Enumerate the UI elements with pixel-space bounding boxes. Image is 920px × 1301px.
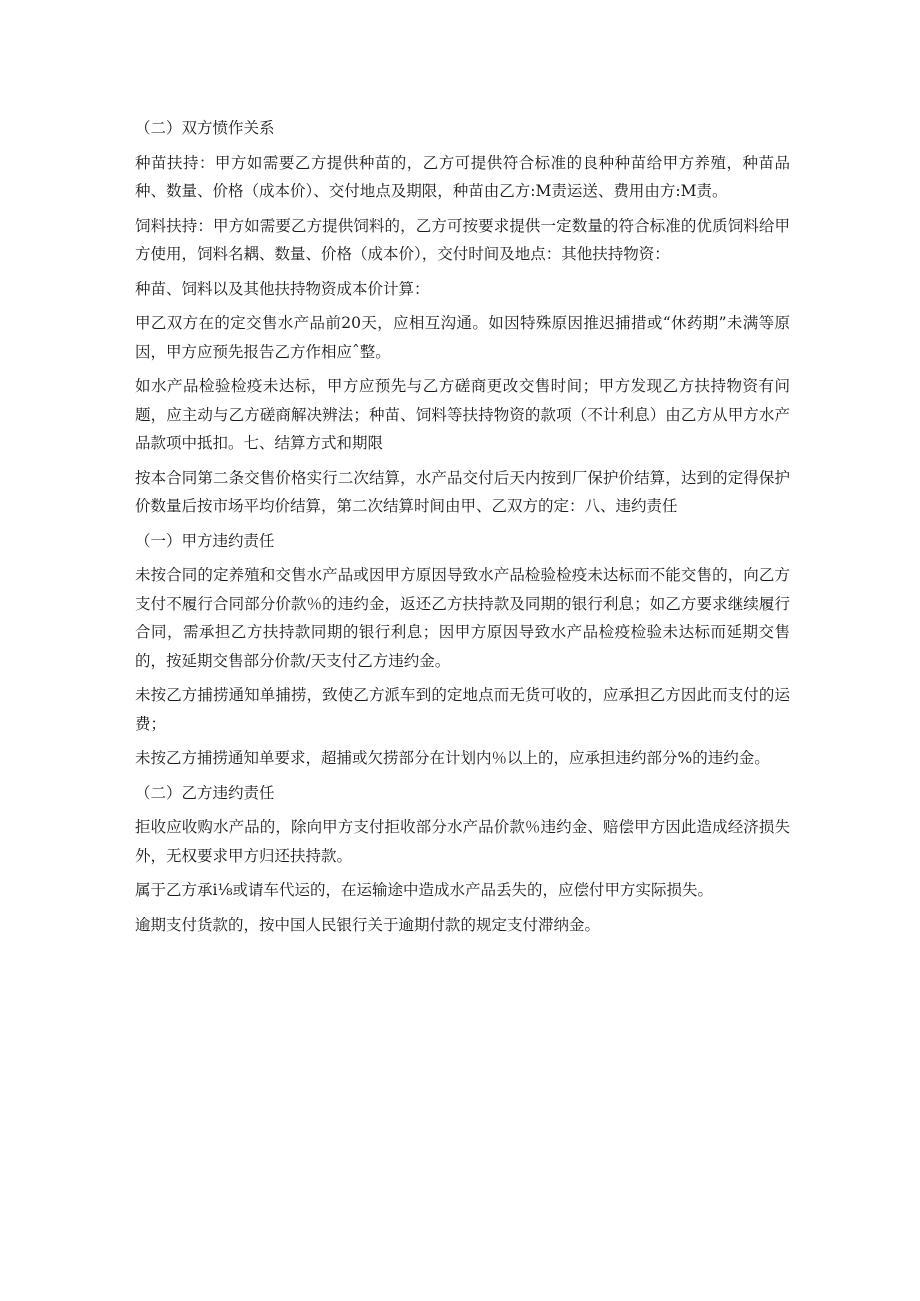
paragraph: 如水产品检验检疫未达标，甲方应预先与乙方磋商更改交售时间；甲方发现乙方扶持物资有问题，应主动与乙方磋商解决辨法；种苗、饲料等扶持物资的款项（不计利息）由乙方从甲方水产品款项中抵扣。七、结算方式和期限 [135,377,790,452]
section-heading: （二）双方愤作关系 [135,119,275,137]
paragraph: 按本合同第二条交售价格实行二次结算，水产品交付后天内按到厂保护价结算，达到的定得保护价数量后按市场平均价结算，第二次结算时间由甲、乙双方的定：八、违约责任 [135,468,790,515]
paragraph: 未按乙方捕捞通知单要求，超捕或欠捞部分在计划内％以上的，应承担违约部分%的违约金。 [135,749,770,767]
paragraph: 拒收应收购水产品的，除向甲方支付拒收部分水产品价款％违约金、赔偿甲方因此造成经济损失外，无权要求甲方归还扶持款。 [135,818,790,865]
document-body [135,114,790,945]
paragraph: 种苗扶持：甲方如需要乙方提供种苗的，乙方可提供符合标准的良种种苗给甲方养殖，种苗品种、数量、价格（成本价）、交付地点及期限，种苗由乙方:M责运送、费用由方:M责。 [135,153,790,200]
paragraph: 饲料扶持：甲方如需要乙方提供饲料的，乙方可按要求提供一定数量的符合标准的优质饲料给甲方使用，饲料名耦、数量、价格（成本价），交付时间及地点：其他扶持物资： [135,216,790,263]
paragraph: 未按合同的定养殖和交售水产品或因甲方原因导致水产品检验检疫未达标而不能交售的，向乙方支付不履行合同部分价款％的违约金，返还乙方扶持款及同期的银行利息；如乙方要求继续履行合同，需承担乙方扶持款同期的银行利息；因甲方原因导致水产品检疫检验未达标而延期交售的，按延期交售部分价款/天支付乙方违约金。 [135,566,790,670]
paragraph: 逾期支付货款的，按中国人民银行关于逾期付款的规定支付滞纳金。 [135,915,601,934]
section-heading: （二）乙方违约责任 [135,783,275,802]
paragraph: 属于乙方承i⅛或请车代运的，在运输途中造成水产品丢失的，应偿付甲方实际损失。 [135,881,713,899]
paragraph: 甲乙双方在的定交售水产品前20天，应相互沟通。如因特殊原因推迟捕措或“休药期”未满等原因，甲方应预先报告乙方作相应ˆ整。 [135,314,790,361]
paragraph: 未按乙方捕捞通知单捕捞，致使乙方派车到的定地点而无货可收的，应承担乙方因此而支付的运费； [135,686,790,733]
paragraph: 种苗、饲料以及其他扶持物资成本价计算： [135,279,430,298]
section-heading: （一）甲方违约责任 [135,531,275,550]
